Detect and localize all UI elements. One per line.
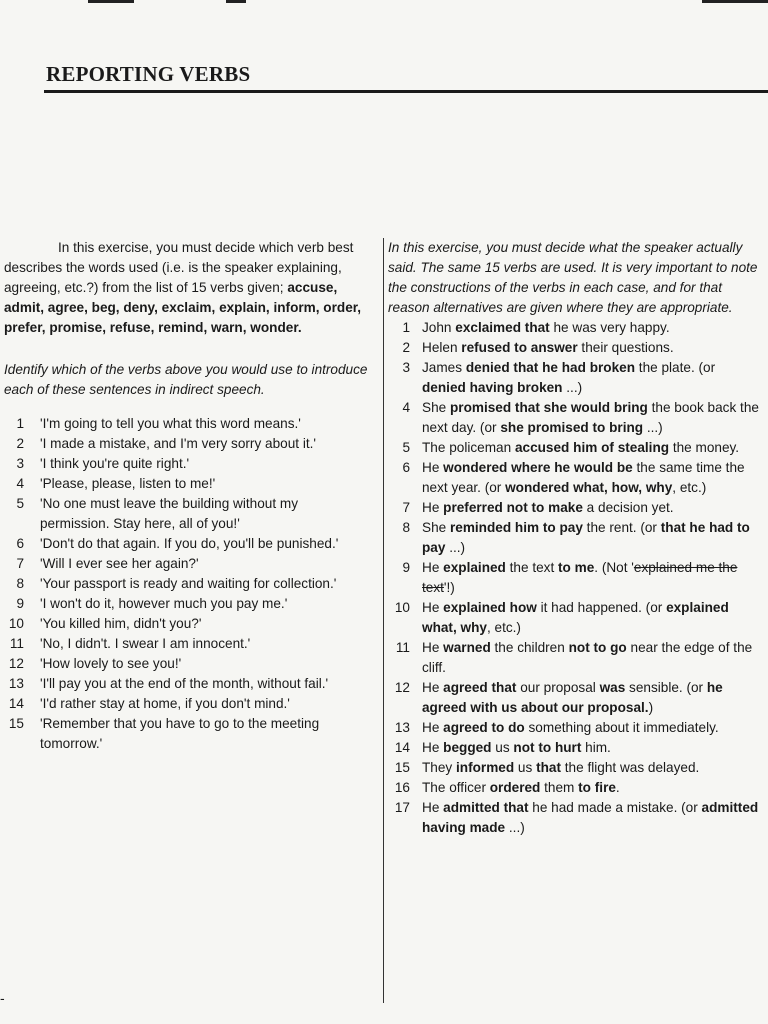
sentence-item [4, 654, 370, 674]
item-number: 14 [8, 695, 24, 711]
answer-fragment: he was very happy. [549, 320, 670, 335]
answer-fragment: the text [505, 560, 559, 575]
reporting-verb-phrase: explained what, why [422, 600, 729, 635]
answer-item [388, 638, 760, 678]
answer-item [388, 338, 760, 358]
answer-fragment: , etc.) [486, 620, 521, 635]
item-number: 17 [394, 800, 410, 815]
answer-item [388, 458, 760, 498]
reporting-verb-phrase: agreed to do [443, 720, 525, 735]
sentence-text: 'Your passport is ready and waiting for collection.' [40, 575, 337, 591]
answer-fragment: the rent. (or [582, 520, 661, 535]
answer-fragment: their questions. [577, 340, 674, 355]
answer-item [388, 498, 760, 518]
sentence-item [4, 414, 370, 434]
answer-text [422, 778, 760, 798]
item-number: 1 [402, 320, 410, 335]
answer-fragment: , etc.) [672, 480, 707, 495]
reporting-verb-phrase: begged [443, 740, 492, 755]
answer-fragment: us [491, 740, 514, 755]
item-number: 8 [402, 520, 410, 535]
item-number: 2 [402, 340, 410, 355]
answer-text [422, 518, 760, 558]
answer-fragment: the book back the next day. (or [422, 400, 759, 435]
sentence-item [4, 594, 370, 614]
answer-fragment: . (Not ' [594, 560, 634, 575]
left-intro-paragraph [4, 238, 370, 338]
answer-fragment: She [422, 400, 450, 415]
answer-fragment: sensible. (or [625, 680, 707, 695]
reporting-verb-phrase: explained how [443, 600, 537, 615]
item-number: 7 [16, 555, 24, 571]
item-number: 6 [402, 460, 410, 475]
answer-fragment: He [422, 800, 444, 815]
answer-text [422, 758, 760, 778]
sentence-item [4, 494, 370, 534]
answer-fragment: They [422, 760, 456, 775]
answer-text [422, 678, 760, 718]
sentence-text: 'I'd rather stay at home, if you don't mind.' [40, 695, 290, 711]
item-number: 16 [394, 780, 410, 795]
answer-fragment: The policeman [422, 440, 515, 455]
answer-text [422, 718, 760, 738]
answer-fragment: He [422, 500, 444, 515]
top-scan-fragment [702, 0, 768, 3]
answer-fragment: them [540, 780, 579, 795]
left-instruction: Identify which of the verbs above you would use to introduce each of these sentences in indirect speech. [4, 362, 368, 397]
sentence-item [4, 694, 370, 714]
sentence-text: 'I'm going to tell you what this word means.' [40, 415, 301, 431]
item-number: 15 [394, 760, 410, 775]
left-intro-prefix: In this exercise, you must decide which verb best describes the words used (i.e. is the speaker explaining, agreeing, etc.?) from the list of 15 verbs given; [4, 240, 354, 295]
scan-margin-mark: - [0, 990, 5, 1006]
answer-fragment: . [615, 780, 620, 795]
item-number: 3 [16, 455, 24, 471]
sentence-item [4, 434, 370, 454]
reporting-verb-phrase: not to go [568, 640, 627, 655]
answer-item [388, 738, 760, 758]
reporting-verb-phrase: exclaimed that [455, 320, 550, 335]
answer-item [388, 518, 760, 558]
answer-fragment: the money. [669, 440, 740, 455]
answer-item [388, 558, 760, 598]
reporting-verb-phrase: admitted having made [422, 800, 759, 835]
sentence-text: 'How lovely to see you!' [40, 655, 182, 671]
answer-text [422, 358, 760, 398]
answer-fragment: ...) [643, 420, 663, 435]
answer-fragment: it had happened. (or [536, 600, 667, 615]
right-intro: In this exercise, you must decide what the speaker actually said. The same 15 verbs are used. It is very important to note the constructions of the verbs in each case, and for that reason alternatives are given where they are appropriate. [388, 240, 758, 315]
sentence-text: 'Will I ever see her again?' [40, 555, 199, 571]
reporting-verb-phrase: was [599, 680, 626, 695]
sentence-text: 'Don't do that again. If you do, you'll be punished.' [40, 535, 339, 551]
answer-fragment: the flight was delayed. [561, 760, 700, 775]
answer-text [422, 638, 760, 678]
reporting-verb-phrase: wondered what, how, why [505, 480, 673, 495]
reporting-verb-phrase: not to hurt [513, 740, 582, 755]
struck-out-phrase: explained me the text [422, 560, 738, 595]
reporting-verb-phrase: that he had to pay [422, 520, 750, 555]
left-intro [4, 238, 370, 338]
page-title: REPORTING VERBS [46, 62, 251, 86]
reporting-verb-phrase: admitted that [443, 800, 529, 815]
answer-text [422, 798, 760, 838]
reporting-verb-phrase: denied having broken [422, 380, 563, 395]
item-number: 4 [402, 400, 410, 415]
reporting-verb-phrase: to fire [578, 780, 616, 795]
answer-fragment: ) [648, 700, 654, 715]
item-number: 15 [8, 715, 24, 731]
sentence-text: 'You killed him, didn't you?' [40, 615, 202, 631]
answer-fragment: ...) [562, 380, 583, 395]
reporting-verb-phrase: reminded him to pay [449, 520, 583, 535]
answer-text [422, 458, 760, 498]
answer-item [388, 438, 760, 458]
answer-item [388, 678, 760, 718]
right-column [388, 238, 760, 838]
sentence-item [4, 534, 370, 554]
reporting-verb-phrase: ordered [489, 780, 541, 795]
sentence-text: 'I'll pay you at the end of the month, without fail.' [40, 675, 329, 691]
reporting-verb-phrase: that [536, 760, 561, 775]
answer-fragment: our proposal [516, 680, 600, 695]
sentence-list [4, 414, 370, 754]
answer-fragment: James [422, 360, 466, 375]
sentence-item [4, 474, 370, 494]
column-divider [383, 238, 384, 1003]
item-number: 1 [16, 415, 24, 431]
item-number: 9 [16, 595, 24, 611]
item-number: 5 [402, 440, 410, 455]
answer-fragment: '!) [443, 580, 455, 595]
item-number: 11 [9, 635, 24, 651]
reporting-verb-phrase: wondered where he would be [443, 460, 633, 475]
sentence-text: 'I think you're quite right.' [40, 455, 190, 471]
answer-fragment: a decision yet. [582, 500, 674, 515]
answer-item [388, 318, 760, 338]
reporting-verb-phrase: informed [456, 760, 515, 775]
answer-item [388, 778, 760, 798]
reporting-verb-phrase: she promised to bring [500, 420, 644, 435]
answer-item [388, 758, 760, 778]
sentence-text: 'No, I didn't. I swear I am innocent.' [40, 635, 251, 651]
item-number: 6 [16, 535, 24, 551]
answer-fragment: He [422, 640, 444, 655]
sentence-item [4, 714, 370, 754]
reporting-verb-phrase: agreed that [443, 680, 517, 695]
answer-text [422, 318, 760, 338]
reporting-verb-phrase: denied that he had broken [465, 360, 636, 375]
answer-fragment: us [514, 760, 537, 775]
sentence-text: 'Please, please, listen to me!' [40, 475, 216, 491]
answer-fragment: something about it immediately. [524, 720, 719, 735]
item-number: 12 [8, 655, 24, 671]
answer-fragment: ...) [445, 540, 466, 555]
answer-text [422, 598, 760, 638]
answer-fragment: he had made a mistake. (or [528, 800, 702, 815]
top-scan-fragment [226, 0, 246, 3]
answer-item [388, 798, 760, 838]
item-number: 7 [402, 500, 410, 515]
answer-text [422, 438, 760, 458]
answer-fragment: He [422, 460, 444, 475]
answer-fragment: He [422, 720, 444, 735]
item-number: 13 [394, 720, 410, 735]
item-number: 2 [16, 435, 24, 451]
item-number: 10 [394, 600, 410, 615]
answer-item [388, 598, 760, 638]
sentence-text: 'I won't do it, however much you pay me.' [40, 595, 288, 611]
answer-fragment: He [422, 600, 444, 615]
answer-fragment: John [422, 320, 456, 335]
verb-list: accuse, admit, agree, beg, deny, exclaim, explain, inform, order, prefer, promise, refuse, remind, warn, wonder. [4, 280, 362, 335]
answer-fragment: ...) [505, 820, 525, 835]
sentence-item [4, 554, 370, 574]
reporting-verb-phrase: refused to answer [461, 340, 578, 355]
answer-fragment: the plate. (or [635, 360, 716, 375]
reporting-verb-phrase: accused him of stealing [514, 440, 670, 455]
top-scan-fragment [88, 0, 134, 3]
answer-item [388, 398, 760, 438]
item-number: 5 [16, 495, 24, 511]
answer-fragment: Helen [422, 340, 462, 355]
item-number: 11 [395, 640, 410, 655]
reporting-verb-phrase: preferred not to make [443, 500, 583, 515]
answer-item [388, 358, 760, 398]
sentence-text: 'Remember that you have to go to the meeting tomorrow.' [40, 715, 320, 751]
answer-text [422, 558, 760, 598]
answer-text [422, 338, 760, 358]
answer-fragment: He [422, 680, 444, 695]
answer-fragment: the children [490, 640, 569, 655]
item-number: 10 [8, 615, 24, 631]
item-number: 9 [402, 560, 410, 575]
answer-fragment: near the edge of the cliff. [422, 640, 753, 675]
reporting-verb-phrase: he agreed with us about our proposal. [422, 680, 723, 715]
answer-item [388, 718, 760, 738]
item-number: 8 [16, 575, 24, 591]
answer-text [422, 398, 760, 438]
reporting-verb-phrase: explained [443, 560, 506, 575]
sentence-item [4, 634, 370, 654]
left-column [4, 238, 370, 754]
answer-fragment: He [422, 740, 444, 755]
item-number: 13 [8, 675, 24, 691]
answer-fragment: The officer [422, 780, 490, 795]
reporting-verb-phrase: promised that she would bring [449, 400, 648, 415]
item-number: 14 [394, 740, 410, 755]
answer-fragment: him. [581, 740, 611, 755]
sentence-item [4, 454, 370, 474]
sentence-item [4, 574, 370, 594]
title-underline [44, 90, 768, 93]
item-number: 12 [394, 680, 410, 695]
answer-text [422, 498, 760, 518]
item-number: 3 [402, 360, 410, 375]
answer-text [422, 738, 760, 758]
sentence-item [4, 674, 370, 694]
reporting-verb-phrase: to me [558, 560, 595, 575]
sentence-text: 'I made a mistake, and I'm very sorry about it.' [40, 435, 316, 451]
sentence-item [4, 614, 370, 634]
reporting-verb-phrase: warned [443, 640, 491, 655]
answer-list [388, 318, 760, 838]
sentence-text: 'No one must leave the building without my permission. Stay here, all of you!' [40, 495, 298, 531]
answer-fragment: She [422, 520, 450, 535]
answer-fragment: the same time the next year. (or [422, 460, 745, 495]
item-number: 4 [16, 475, 24, 491]
answer-fragment: He [422, 560, 444, 575]
